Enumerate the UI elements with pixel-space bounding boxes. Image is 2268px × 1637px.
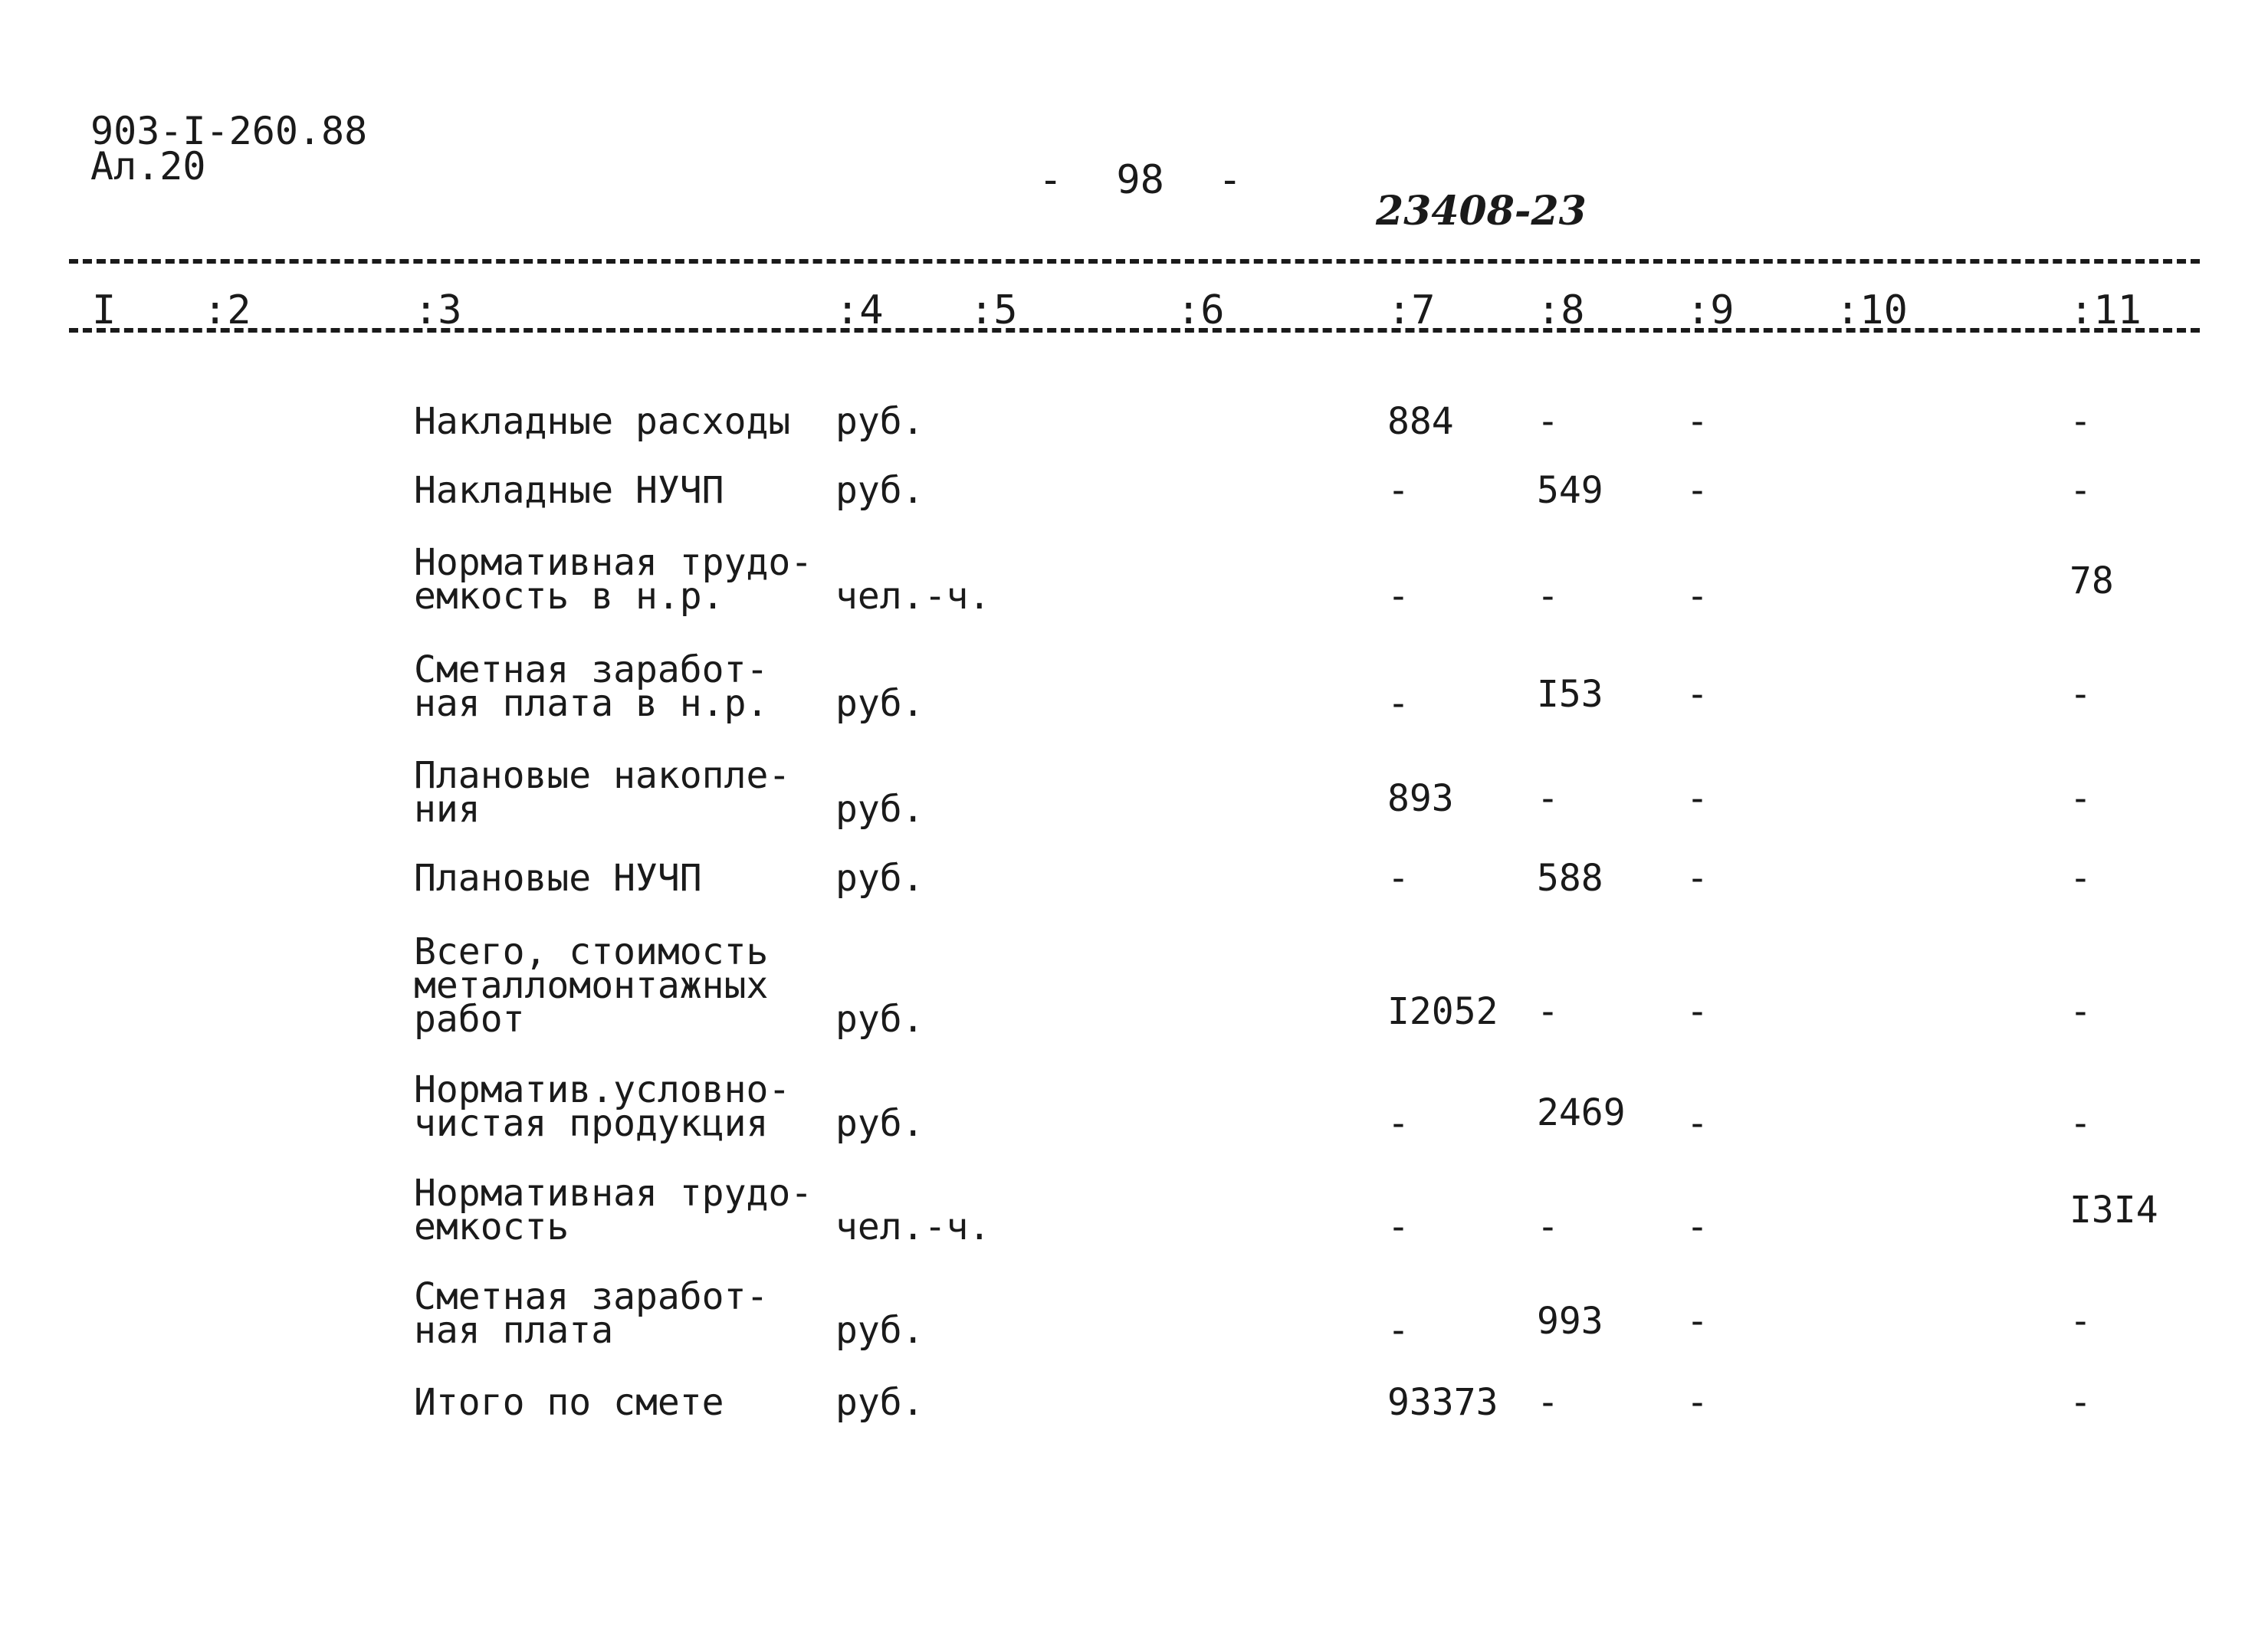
column-header-7: :7 <box>1387 287 1436 333</box>
row-col11: - <box>2069 400 2092 443</box>
row-col11: - <box>2069 1381 2092 1424</box>
row-col7: - <box>1387 857 1410 900</box>
row-col8: 588 <box>1537 857 1603 900</box>
row-col7: - <box>1387 469 1410 512</box>
row-col7: - <box>1387 1206 1410 1248</box>
row-unit: руб. <box>835 788 924 831</box>
table-row <box>0 1275 2268 1352</box>
table-rule-bottom <box>69 328 2200 333</box>
table-rule-top <box>69 259 2200 264</box>
row-col8: I53 <box>1537 673 1603 716</box>
table-row <box>0 469 2268 512</box>
row-col9: - <box>1686 1300 1708 1343</box>
document-stamp: 23408-23 <box>1376 188 1587 235</box>
row-col7: I2052 <box>1387 990 1498 1033</box>
row-unit: руб. <box>835 1381 924 1424</box>
row-col7: - <box>1387 1102 1410 1145</box>
page-number-dash-left: - <box>1039 157 1063 203</box>
row-col8: - <box>1537 1381 1559 1424</box>
row-col11: - <box>2069 857 2092 900</box>
row-name: Всего, стоимость металломонтажных работ <box>414 930 769 1041</box>
row-col11: - <box>2069 990 2092 1033</box>
row-name: Нормативная трудо- емкость <box>414 1172 813 1248</box>
column-header-3: :3 <box>414 287 462 333</box>
row-col8: - <box>1537 777 1559 820</box>
column-header-1: I <box>92 287 117 333</box>
row-name: Нормативная трудо- емкость в н.р. <box>414 541 813 618</box>
row-col9: - <box>1686 990 1708 1033</box>
row-col9: - <box>1686 469 1708 512</box>
row-col9: - <box>1686 777 1708 820</box>
row-col9: - <box>1686 400 1708 443</box>
row-col9: - <box>1686 857 1708 900</box>
table-row <box>0 541 2268 618</box>
row-unit: руб. <box>835 1102 924 1145</box>
table-row <box>0 930 2268 1041</box>
column-header-6: :6 <box>1177 287 1225 333</box>
row-unit: руб. <box>835 400 924 443</box>
row-col11: - <box>2069 1102 2092 1145</box>
row-col8: - <box>1537 575 1559 618</box>
column-header-8: :8 <box>1537 287 1585 333</box>
row-name: Плановые НУЧП <box>414 857 702 900</box>
page-number-value: 98 <box>1116 157 1164 203</box>
row-col9: - <box>1686 1206 1708 1248</box>
row-col7: - <box>1387 1309 1410 1352</box>
row-col8: - <box>1537 1206 1559 1248</box>
document-code-line1: 903-I-260.88 <box>90 109 368 153</box>
table-row <box>0 857 2268 900</box>
row-col8: 549 <box>1537 469 1603 512</box>
row-unit: руб. <box>835 469 924 512</box>
row-col11: - <box>2069 469 2092 512</box>
row-col9: - <box>1686 1102 1708 1145</box>
row-col8: 2469 <box>1537 1091 1626 1134</box>
column-header-2: :2 <box>203 287 251 333</box>
table-row <box>0 400 2268 443</box>
page-number <box>985 157 1295 203</box>
row-name: Норматив.условно- чистая продукция <box>414 1068 791 1145</box>
row-col9: - <box>1686 673 1708 716</box>
row-col7: - <box>1387 575 1410 618</box>
row-col11: - <box>2069 1300 2092 1343</box>
document-code-line2: Ал.20 <box>90 144 206 189</box>
row-col11: - <box>2069 673 2092 716</box>
table-row <box>0 1068 2268 1145</box>
row-name: Накладные НУЧП <box>414 469 724 512</box>
table-row <box>0 754 2268 831</box>
table-row <box>0 648 2268 725</box>
column-header-9: :9 <box>1686 287 1735 333</box>
row-unit: руб. <box>835 857 924 900</box>
row-col7: 93373 <box>1387 1381 1498 1424</box>
column-header-10: :10 <box>1836 287 1908 333</box>
row-col8: - <box>1537 990 1559 1033</box>
row-col8: - <box>1537 400 1559 443</box>
row-unit: руб. <box>835 1309 924 1352</box>
row-col11: I3I4 <box>2069 1189 2158 1232</box>
row-col7: - <box>1387 682 1410 725</box>
row-unit: руб. <box>835 682 924 725</box>
column-header-5: :5 <box>970 287 1018 333</box>
document-code <box>90 109 368 189</box>
row-col11: - <box>2069 777 2092 820</box>
table-row <box>0 1381 2268 1424</box>
row-col11: 78 <box>2069 559 2114 602</box>
row-col8: 993 <box>1537 1300 1603 1343</box>
row-col7: 884 <box>1387 400 1454 443</box>
page-number-dash-right: - <box>1217 157 1242 203</box>
row-name: Сметная заработ- ная плата <box>414 1275 769 1352</box>
row-unit: чел.-ч. <box>835 575 991 618</box>
row-name: Сметная заработ- ная плата в н.р. <box>414 648 769 725</box>
row-unit: руб. <box>835 998 924 1041</box>
row-unit: чел.-ч. <box>835 1206 991 1248</box>
table-row <box>0 1172 2268 1248</box>
row-name: Плановые накопле- ния <box>414 754 791 831</box>
row-col9: - <box>1686 575 1708 618</box>
row-col9: - <box>1686 1381 1708 1424</box>
column-header-4: :4 <box>835 287 884 333</box>
column-header-11: :11 <box>2069 287 2142 333</box>
row-col7: 893 <box>1387 777 1454 820</box>
row-name: Итого по смете <box>414 1381 724 1424</box>
row-name: Накладные расходы <box>414 400 791 443</box>
